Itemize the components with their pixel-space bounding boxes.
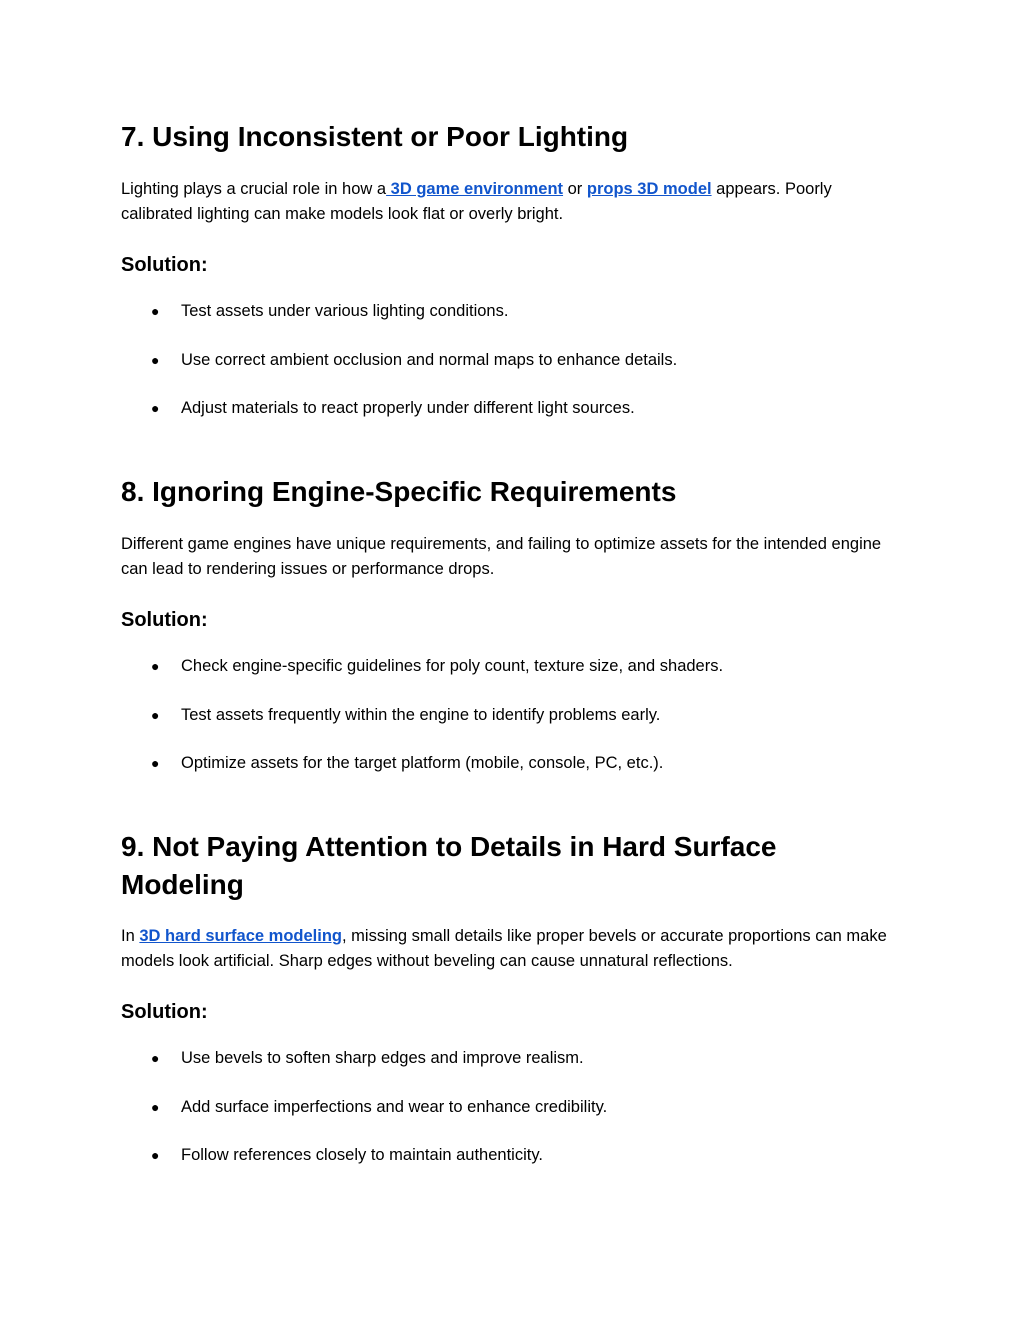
solution-heading: Solution: — [121, 609, 208, 631]
link-props-3d-model[interactable]: props 3D model — [586, 180, 712, 198]
intro-text: or — [563, 180, 587, 198]
section-heading: 8. Ignoring Engine-Specific Requirements — [121, 476, 677, 507]
section-heading: 9. Not Paying Attention to Details in Hard Surface Modeling — [121, 831, 777, 900]
list-item — [121, 654, 901, 678]
link-3d-hard-surface-modeling[interactable]: 3D hard surface modeling — [139, 927, 342, 945]
section-intro — [121, 924, 901, 973]
solution-heading: Solution: — [121, 254, 208, 276]
list-item-text: Adjust materials to react properly under different light sources. — [181, 399, 635, 418]
section-7 — [121, 118, 901, 445]
intro-text: Lighting plays a crucial role in how a — [121, 180, 387, 198]
list-item-text: Check engine-specific guidelines for poly count, texture size, and shaders. — [181, 657, 724, 675]
list-item — [121, 348, 901, 372]
bullet-icon: ● — [151, 1098, 160, 1115]
bullet-icon: ● — [151, 658, 160, 674]
link-3d-game-environment[interactable]: 3D game environment — [386, 180, 564, 198]
list-item-text: Test assets frequently within the engine to identify problems early. — [181, 705, 661, 724]
list-item-text: Follow references closely to maintain authenticity. — [181, 1146, 543, 1165]
bullet-icon: ● — [151, 755, 160, 772]
list-item-text: Use correct ambient occlusion and normal maps to enhance details. — [181, 350, 678, 369]
list-item — [121, 703, 901, 727]
list-item-text: Add surface imperfections and wear to enhance credibility. — [181, 1097, 608, 1116]
list-item-text: Test assets under various lighting conditions. — [181, 302, 509, 320]
intro-text: , missing small details like proper bevels or accurate proportions can make models look artificial. Sharp edges without beveling can cause unnatural reflections. — [121, 927, 887, 970]
list-item — [121, 751, 901, 775]
bullet-icon: ● — [151, 1050, 160, 1066]
solution-list — [121, 1046, 901, 1167]
section-heading: 7. Using Inconsistent or Poor Lighting — [121, 121, 629, 152]
section-8 — [121, 473, 901, 800]
list-item-text: Optimize assets for the target platform (mobile, console, PC, etc.). — [181, 754, 664, 773]
list-item-text: Use bevels to soften sharp edges and improve realism. — [181, 1049, 584, 1067]
list-item — [121, 1046, 901, 1070]
bullet-icon: ● — [151, 303, 160, 319]
bullet-icon: ● — [151, 351, 160, 368]
section-9-body — [121, 924, 901, 1192]
list-item — [121, 396, 901, 420]
bullet-icon: ● — [151, 1147, 160, 1164]
solution-list — [121, 654, 901, 775]
section-intro: Different game engines have unique requirements, and failing to optimize assets for the intended engine can lead to rendering issues or performance drops. — [121, 535, 882, 578]
solution-heading: Solution: — [121, 1001, 208, 1023]
bullet-icon: ● — [151, 706, 160, 723]
list-item — [121, 299, 901, 323]
intro-text: In — [121, 927, 140, 945]
section-9 — [121, 828, 821, 904]
solution-list — [121, 299, 901, 420]
list-item — [121, 1143, 901, 1167]
intro-text: appears. Poorly calibrated lighting can make models look flat or overly bright. — [121, 180, 832, 223]
list-item — [121, 1095, 901, 1119]
bullet-icon: ● — [151, 400, 160, 417]
section-intro — [121, 177, 901, 226]
